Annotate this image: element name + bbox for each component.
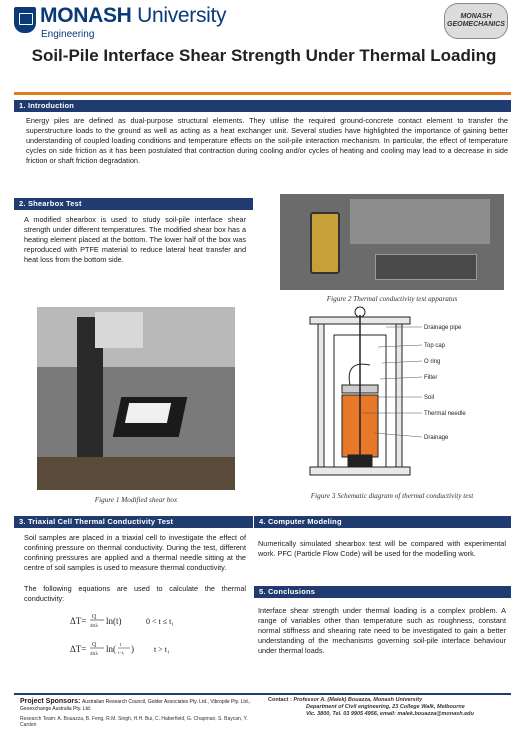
load-cell-shape — [95, 312, 143, 348]
triaxial-body: Soil samples are placed in a triaxial cell to investigate the effect of confining pressure on thermal conductivity. During the test, different confining pressures are applied and a thermal needle sitting at the centre of soil samples is used to measure thermal conductivity. — [24, 533, 246, 572]
svg-text:ΔT=: ΔT= — [70, 644, 87, 654]
project-sponsors — [20, 698, 260, 713]
triaxial-heading: 3. Triaxial Cell Thermal Conductivity Test — [14, 516, 253, 528]
svg-text:ln(t): ln(t) — [106, 616, 122, 626]
shear-box-sample-shape — [125, 403, 171, 423]
svg-text:ln(: ln( — [106, 644, 116, 654]
figure-2-caption: Figure 2 Thermal conductivity test apparatus — [326, 295, 458, 303]
modified-shearbox-photo — [37, 307, 235, 490]
svg-text:t−t₁: t−t₁ — [118, 650, 125, 655]
eq1-condition: 0 < t ≤ t₁ — [146, 617, 175, 626]
brand-name: MONASH — [40, 4, 132, 27]
geomechanics-group-logo — [444, 3, 508, 39]
svg-text:ΔT=: ΔT= — [70, 616, 87, 626]
svg-text:Q: Q — [92, 614, 97, 620]
svg-text:4πλ: 4πλ — [90, 623, 99, 629]
sponsors-label: Project Sponsors: — [20, 698, 81, 705]
svg-text:): ) — [131, 644, 134, 654]
introduction-heading: 1. Introduction — [14, 100, 511, 112]
thermal-apparatus-photo — [280, 194, 504, 290]
label-drainage-pipe: Drainage pipe — [424, 325, 462, 331]
contact-phone-email[interactable]: Vic. 3800, Tel. 03 9905 4956, email: malek.bouazza@monash.edu — [306, 711, 474, 717]
sponsors-text: Australian Research Council, Golder Associates Pty. Ltd., Vibropile Pty. Ltd., Geoexchange Australia Pty. Ltd. — [20, 699, 251, 712]
label-top-cap: Top cap — [424, 343, 446, 349]
title-divider — [14, 92, 511, 95]
eq2-condition: t > t₁ — [154, 645, 170, 654]
triaxial-equations-intro: The following equations are used to calculate the thermal conductivity: — [24, 584, 246, 603]
svg-text:4πλ: 4πλ — [90, 651, 99, 657]
bench-equipment-shape — [350, 199, 490, 244]
contact-address: Department of Civil engineering, 23 College Walk, Melbourne — [306, 704, 465, 710]
triaxial-cell-shape — [310, 212, 340, 274]
conclusions-heading: 5. Conclusions — [254, 586, 511, 598]
poster-title: Soil-Pile Interface Shear Strength Under Thermal Loading — [31, 46, 497, 65]
thermal-conductivity-equations — [70, 606, 240, 666]
bench-shape — [37, 457, 235, 490]
research-team: Research Team: A. Bouazza, B. Feng, R.M. Singh, H.H. Bui, C. Haberfield, G. Chapman, S. Baycan, Y. Carden — [20, 716, 248, 728]
svg-text:Q: Q — [92, 642, 97, 648]
figure-3-caption: Figure 3 Schematic diagram of thermal conductivity test — [310, 492, 474, 500]
introduction-body: Energy piles are defined as dual-purpose structural elements. They utilise the required ground-concrete contact element to transfer the superstructure loads to the ground as well as acting as a heat exchanger unit. Several studies have highlighted the importance of gaining better understanding of coupled loading conditions and temperature effects on the soil-pile interaction mechanism. In particular, the effect of temperature cycles on side friction as it has been postulated that contraction during cooling and/or cycles of heating and cooling may lead to a decrease in side friction or shaft friction degradation. — [26, 116, 508, 165]
contact-label: Contact : — [268, 697, 292, 703]
footer-divider — [14, 693, 511, 695]
label-soil: Soil — [424, 395, 435, 401]
shearbox-body: A modified shearbox is used to study soil-pile interface shear strength under different temperatures. The modified shear box has a heating element placed at the bottom. The lower half of the box was reproduced with PTFE material to reduce lateral heat transfer and heat loss from the bottom side. — [24, 215, 246, 264]
left-rod — [318, 324, 324, 467]
base-plate — [310, 467, 410, 475]
label-o-ring: O ring — [424, 359, 441, 365]
svg-text:t: t — [120, 643, 122, 648]
drainage-base — [348, 455, 372, 467]
figure-1-caption: Figure 1 Modified shear box — [94, 496, 178, 504]
modelling-heading: 4. Computer Modeling — [254, 516, 511, 528]
conclusions-body: Interface shear strength under thermal loading is a complex problem. A range of variables other than temperature such as roughness, constant normal stiffness and shearing rate need to be investigated to gain a better understanding of the mechanisms governing soil-pile interface behaviour under thermal loads. — [258, 606, 506, 655]
modelling-body: Numerically simulated shearbox test will be compared with experimental work. PFC (Particle Flow Code) will be used for the modelling work. — [258, 539, 506, 558]
monash-shield-logo — [14, 7, 36, 33]
contact-block — [268, 697, 514, 718]
data-logger-shape — [375, 254, 477, 280]
faculty-name: Engineering — [41, 29, 95, 40]
label-thermal-needle: Thermal needle — [424, 411, 466, 417]
label-drainage: Drainage — [424, 435, 449, 441]
right-rod — [396, 324, 402, 467]
contact-name: Professor A. (Malek) Bouazza, Monash University — [293, 697, 423, 703]
shearbox-heading: 2. Shearbox Test — [14, 198, 253, 210]
thermal-conductivity-schematic — [290, 305, 512, 490]
university-wordmark — [40, 4, 226, 28]
group-badge-text: MONASH GEOMECHANICS — [447, 13, 505, 28]
brand-suffix: University — [137, 4, 227, 27]
label-filter: Filter — [424, 375, 438, 381]
